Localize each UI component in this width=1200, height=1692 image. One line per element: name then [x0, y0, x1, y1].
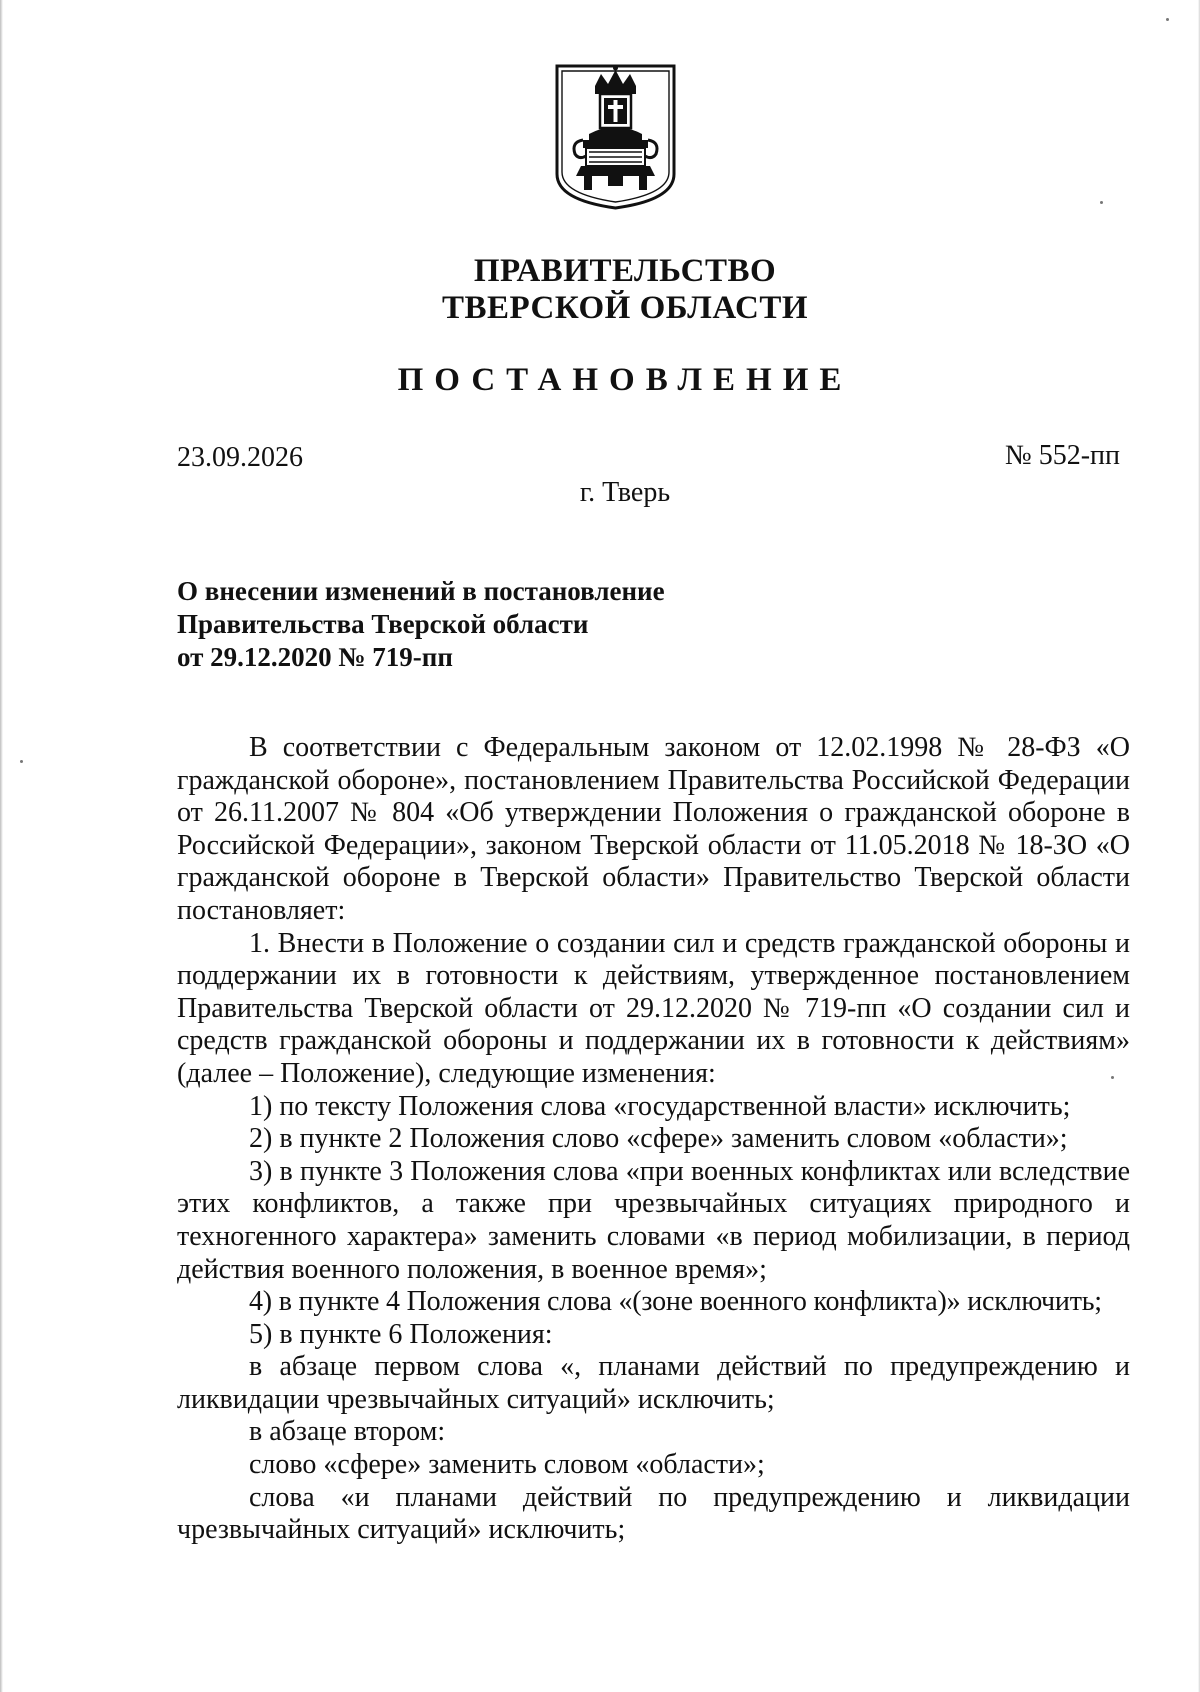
paragraph-subitem-4: 4) в пункте 4 Положения слова «(зоне военного конфликта)» исключить;	[249, 1286, 1102, 1318]
document-number: № 552-пп	[1004, 440, 1120, 471]
organization-title: ТВЕРСКОЙ ОБЛАСТИ	[441, 290, 809, 326]
paragraph-subitem-5-b: в абзаце втором:	[249, 1416, 446, 1448]
subject-line: О внесении изменений в постановление	[177, 576, 665, 606]
scan-speck	[20, 760, 23, 763]
organization-title: ПРАВИТЕЛЬСТВО	[473, 253, 777, 289]
paragraph-item-1: 1. Внести в Положение о создании сил и средств гражданской обороны и поддержании их в готовности к действиям, утвержденное постановлением Правительства Тверской области от 29.12.2020 № 719-пп «О создании сил и средств гражданской обороны и поддержании их в готовности к действиям» (далее – Положение), следующие изменения:	[177, 927, 1130, 1089]
document-body	[177, 732, 1130, 1547]
paragraph-subitem-2: 2) в пункте 2 Положения слово «сфере» заменить словом «области»;	[249, 1123, 1068, 1155]
paragraph-subitem-3: 3) в пункте 3 Положения слова «при военных конфликтах или вследствие этих конфликтов, а также при чрезвычайных ситуациях природного и техногенного характера» заменить словами «в период мобилизации, в период действия военного положения, в военное время»;	[177, 1155, 1130, 1285]
document-type: ПОСТАНОВЛЕНИЕ	[397, 362, 853, 398]
paragraph-preamble: В соответствии с Федеральным законом от 12.02.1998 № 28-ФЗ «О гражданской обороне», постановлением Правительства Российской Федерации от 26.11.2007 № 804 «Об утверждении Положения о гражданской обороне в Российской Федерации», законом Тверской области от 11.05.2018 № 18-ЗО «О гражданской обороне в Тверской области» Правительство Тверской области постановляет:	[177, 732, 1130, 926]
paragraph-subitem-5-a: в абзаце первом слова «, планами действий по предупреждению и ликвидации чрезвычайных ситуаций» исключить;	[177, 1351, 1130, 1415]
paragraph-subitem-5-b2: слова «и планами действий по предупреждению и ликвидации чрезвычайных ситуаций» исключить;	[177, 1481, 1130, 1546]
paragraph-subitem-1: 1) по тексту Положения слова «государственной власти» исключить;	[249, 1090, 1071, 1122]
document-date: 23.09.2026	[177, 442, 303, 473]
subject-line: Правительства Тверской области	[177, 609, 589, 639]
scan-speck	[1166, 18, 1169, 21]
paragraph-subitem-5-b1: слово «сфере» заменить словом «области»;	[249, 1449, 765, 1481]
document-subject	[177, 575, 665, 674]
scan-speck	[1111, 1076, 1114, 1079]
scan-speck	[1100, 201, 1103, 204]
coat-of-arms-icon	[553, 62, 678, 212]
paragraph-subitem-5: 5) в пункте 6 Положения:	[249, 1318, 553, 1350]
subject-line: от 29.12.2020 № 719-пп	[177, 642, 453, 672]
document-city: г. Тверь	[579, 477, 671, 508]
